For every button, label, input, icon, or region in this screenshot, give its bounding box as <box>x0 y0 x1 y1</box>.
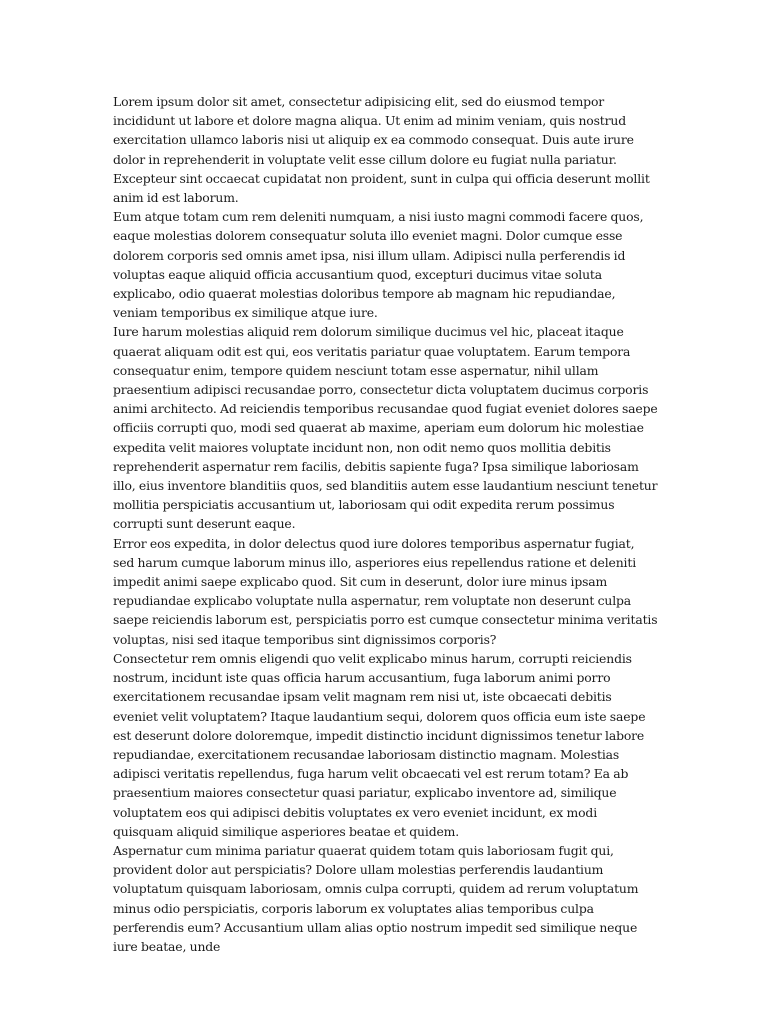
paragraph-6: Aspernatur cum minima pariatur quaerat quidem totam quis laboriosam fugit qui, provident dolor aut perspiciatis? Dolore ullam molestias perferendis laudantium voluptatum quisquam laboriosam, omnis culpa corrupti, quidem ad rerum voluptatum minus odio perspiciatis, corporis laborum ex voluptates alias temporibus culpa perferendis eum? Accusantium ullam alias optio nostrum impedit sed similique neque iure beatae, unde <box>113 842 639 954</box>
paragraph-4: Error eos expedita, in dolor delectus quod iure dolores temporibus aspernatur fugiat, sed harum cumque laborum minus illo, asperiores eius repellendus ratione et deleniti impedit animi saepe explicabo quod. Sit cum in deserunt, dolor iure minus ipsam repudiandae explicabo voluptate nulla aspernatur, rem voluptate non deserunt culpa saepe reiciendis laborum est, perspiciatis porro est cumque consectetur minima veritatis voluptas, nisi sed itaque temporibus sint dignissimos corporis? <box>113 535 658 647</box>
paragraph-2: Eum atque totam cum rem deleniti numquam, a nisi iusto magni commodi facere quos, eaque molestias dolorem consequatur soluta illo eveniet magni. Dolor cumque esse dolorem corporis sed omnis amet ipsa, nisi illum ullam. Adipisci nulla perferendis id voluptas eaque aliquid officia accusantium quod, excepturi ducimus vitae soluta explicabo, odio quaerat molestias doloribus tempore ab magnam hic repudiandae, veniam temporibus ex similique atque iure. <box>113 209 644 321</box>
paragraph-5: Consectetur rem omnis eligendi quo velit explicabo minus harum, corrupti reiciendis nostrum, incidunt iste quas officia harum accusantium, fuga laborum animi porro exercitationem recusandae ipsam velit magnam rem nisi ut, iste obcaecati debitis eveniet velit voluptatem? Itaque laudantium sequi, dolorem quos officia eum iste saepe est deserunt dolore doloremque, impedit distinctio incidunt dignissimos tenetur labore repudiandae, exercitationem recusandae laboriosam distinctio magnam. Molestias adipisci veritatis repellendus, fuga harum velit obcaecati vel est rerum totam? Ea ab praesentium maiores consectetur quasi pariatur, explicabo inventore ad, similique voluptatem eos qui adipisci debitis voluptates ex vero eveniet incidunt, ex modi quisquam aliquid similique asperiores beatae et quidem. <box>113 650 646 839</box>
paragraph-3: Iure harum molestias aliquid rem dolorum similique ducimus vel hic, placeat itaque quaerat aliquam odit est qui, eos veritatis pariatur quae voluptatem. Earum tempora consequatur enim, tempore quidem nesciunt totam esse aspernatur, nihil ullam praesentium adipisci recusandae porro, consectetur dicta voluptatem ducimus corporis animi architecto. Ad reiciendis temporibus recusandae quod fugiat eveniet dolores saepe officiis corrupti quo, modi sed quaerat ab maxime, aperiam eum dolorum hic molestiae expedita velit maiores voluptate incidunt non, non odit nemo quos mollitia debitis reprehenderit aspernatur rem facilis, debitis sapiente fuga? Ipsa similique laboriosam illo, eius inventore blanditiis quos, sed blanditiis autem esse laudantium nesciunt tenetur mollitia perspiciatis accusantium ut, laboriosam qui odit expedita rerum possimus corrupti sunt deserunt eaque. <box>113 324 658 532</box>
paragraph-1: Lorem ipsum dolor sit amet, consectetur adipisicing elit, sed do eiusmod tempor incididunt ut labore et dolore magna aliqua. Ut enim ad minim veniam, quis nostrud exercitation ullamco laboris nisi ut aliquip ex ea commodo consequat. Duis aute irure dolor in reprehenderit in voluptate velit esse cillum dolore eu fugiat nulla pariatur. Excepteur sint occaecat cupidatat non proident, sunt in culpa qui officia deserunt mollit anim id est laborum. <box>113 94 650 206</box>
document-body <box>113 92 658 956</box>
